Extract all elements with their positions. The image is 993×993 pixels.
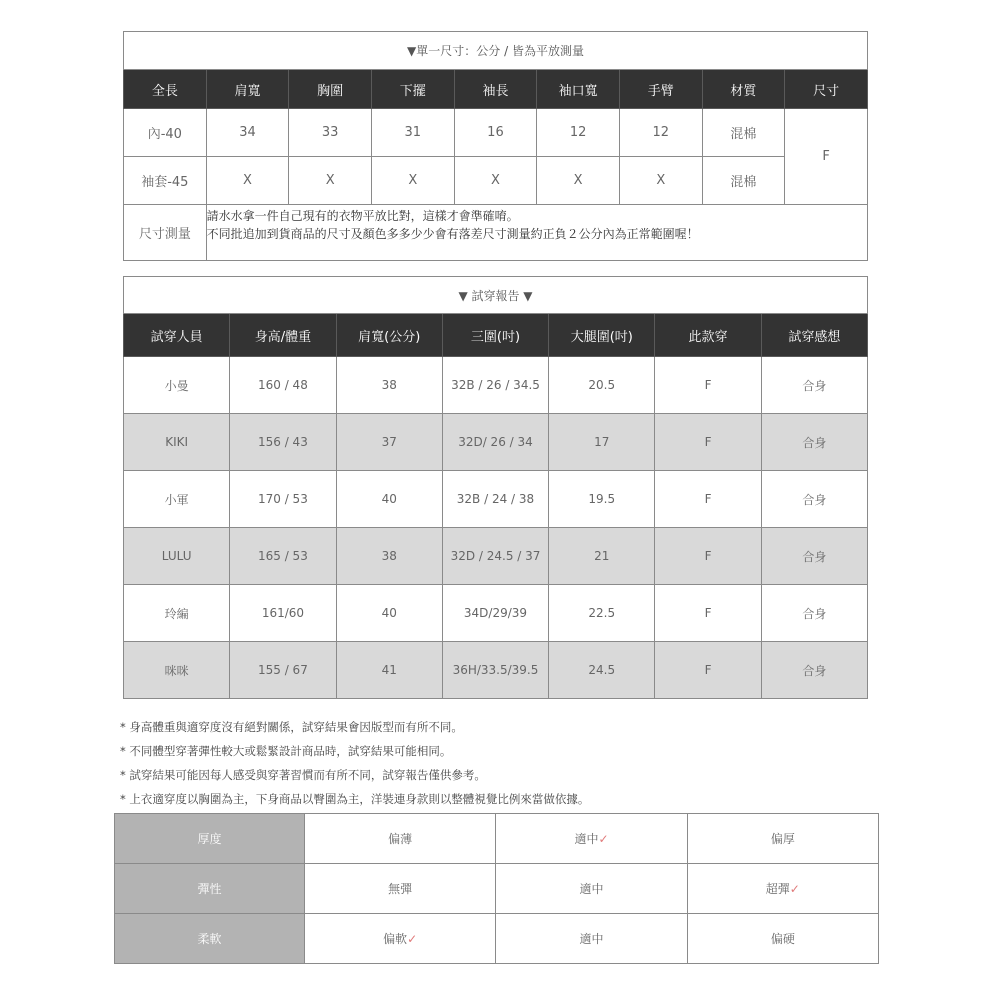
measurements: 32B / 26 / 34.5 — [442, 357, 548, 414]
header-cell: 手臂 — [619, 70, 702, 109]
fit-comment: 合身 — [761, 414, 867, 471]
shoulder-width: 41 — [336, 642, 442, 699]
header-cell: 試穿感想 — [761, 314, 867, 357]
size-row — [124, 109, 868, 157]
row-label: 袖套-45 — [124, 157, 207, 205]
measurement-note-label: 尺寸測量 — [124, 205, 207, 261]
height-weight: 170 / 53 — [230, 471, 336, 528]
size-table — [123, 31, 868, 261]
thigh: 19.5 — [549, 471, 655, 528]
size-worn: F — [655, 528, 761, 585]
option-label: 適中 — [579, 932, 604, 946]
fit-comment: 合身 — [761, 528, 867, 585]
header-cell: 肩寬 — [206, 70, 289, 109]
row-label: 內-40 — [124, 109, 207, 157]
thigh: 24.5 — [549, 642, 655, 699]
option-label: 偏薄 — [388, 832, 413, 846]
measurement-note-line: 不同批追加到貨商品的尺寸及顏色多多少少會有落差尺寸測量約正負２公分內為正常範圍喔！ — [206, 227, 699, 241]
fit-comment: 合身 — [761, 471, 867, 528]
texture-option — [305, 914, 496, 964]
shoulder-width: 40 — [336, 471, 442, 528]
header-cell: 袖長 — [454, 70, 537, 109]
height-weight: 165 / 53 — [230, 528, 336, 585]
shoulder-width: 38 — [336, 528, 442, 585]
header-cell: 試穿人員 — [124, 314, 230, 357]
size-table-header — [124, 70, 868, 109]
thigh: 21 — [549, 528, 655, 585]
model-name: 小曼 — [124, 357, 230, 414]
fitting-notes — [120, 715, 880, 811]
option-label: 無彈 — [388, 882, 413, 896]
fitting-report-caption: ▼ 試穿報告 ▼ — [124, 277, 868, 314]
note-item: * 上衣適穿度以胸圍為主，下身商品以臀圍為主，洋裝連身款則以整體視覺比例來當做依據。 — [120, 792, 590, 806]
texture-attr: 柔軟 — [115, 914, 305, 964]
model-name: 玲編 — [124, 585, 230, 642]
fit-comment: 合身 — [761, 642, 867, 699]
size-cell: X — [371, 157, 454, 205]
check-mark-icon: ✓ — [789, 882, 800, 896]
check-mark-icon: ✓ — [407, 932, 418, 946]
texture-option — [496, 864, 687, 914]
fitting-report-header — [124, 314, 868, 357]
measurement-note — [206, 205, 867, 261]
size-cell: X — [537, 157, 620, 205]
measurements: 36H/33.5/39.5 — [442, 642, 548, 699]
texture-option — [687, 914, 878, 964]
measurements: 32B / 24 / 38 — [442, 471, 548, 528]
size-table-caption: ▼單一尺寸：公分 / 皆為平放測量 — [124, 32, 868, 70]
header-cell: 下擺 — [371, 70, 454, 109]
size-worn: F — [655, 585, 761, 642]
texture-option — [496, 814, 687, 864]
size-worn: F — [655, 414, 761, 471]
fitting-row — [124, 585, 868, 642]
header-cell: 此款穿 — [655, 314, 761, 357]
option-label: 適中 — [579, 882, 604, 896]
texture-option — [496, 914, 687, 964]
size-cell: 31 — [371, 109, 454, 157]
measurements: 32D/ 26 / 34 — [442, 414, 548, 471]
measurement-note-line: 請水水拿一件自己現有的衣物平放比對，這樣才會準確唷。 — [206, 209, 519, 223]
size-cell: X — [206, 157, 289, 205]
size-cell: X — [454, 157, 537, 205]
height-weight: 156 / 43 — [230, 414, 336, 471]
note-item: * 身高體重與適穿度沒有絕對關係，試穿結果會因版型而有所不同。 — [120, 720, 463, 734]
header-cell: 袖口寬 — [537, 70, 620, 109]
measurements: 32D / 24.5 / 37 — [442, 528, 548, 585]
model-name: LULU — [124, 528, 230, 585]
size-value-cell: F — [785, 109, 868, 205]
texture-option — [687, 864, 878, 914]
header-cell: 大腿圍(吋) — [549, 314, 655, 357]
check-mark-icon: ✓ — [598, 832, 609, 846]
size-worn: F — [655, 642, 761, 699]
note-item: * 不同體型穿著彈性較大或鬆緊設計商品時，試穿結果可能相同。 — [120, 744, 452, 758]
size-worn: F — [655, 471, 761, 528]
size-cell: 16 — [454, 109, 537, 157]
texture-row — [115, 814, 879, 864]
model-name: KIKI — [124, 414, 230, 471]
header-cell: 身高/體重 — [230, 314, 336, 357]
size-row — [124, 157, 868, 205]
texture-attr: 厚度 — [115, 814, 305, 864]
thigh: 22.5 — [549, 585, 655, 642]
material-cell: 混棉 — [702, 157, 785, 205]
material-cell: 混棉 — [702, 109, 785, 157]
size-cell: 33 — [289, 109, 372, 157]
size-cell: X — [619, 157, 702, 205]
texture-row — [115, 864, 879, 914]
size-worn: F — [655, 357, 761, 414]
fitting-row — [124, 471, 868, 528]
texture-option — [305, 814, 496, 864]
shoulder-width: 37 — [336, 414, 442, 471]
header-cell: 尺寸 — [785, 70, 868, 109]
size-cell: 12 — [537, 109, 620, 157]
measurements: 34D/29/39 — [442, 585, 548, 642]
header-cell: 全長 — [124, 70, 207, 109]
fitting-report-table — [123, 276, 868, 699]
height-weight: 155 / 67 — [230, 642, 336, 699]
header-cell: 肩寬(公分) — [336, 314, 442, 357]
fitting-row — [124, 357, 868, 414]
height-weight: 161/60 — [230, 585, 336, 642]
model-name: 小軍 — [124, 471, 230, 528]
thigh: 17 — [549, 414, 655, 471]
thigh: 20.5 — [549, 357, 655, 414]
header-cell: 材質 — [702, 70, 785, 109]
fit-comment: 合身 — [761, 585, 867, 642]
texture-option — [687, 814, 878, 864]
note-item: * 試穿結果可能因每人感受與穿著習慣而有所不同，試穿報告僅供參考。 — [120, 768, 486, 782]
option-label: 偏軟 — [383, 932, 408, 946]
shoulder-width: 40 — [336, 585, 442, 642]
model-name: 咪咪 — [124, 642, 230, 699]
texture-row — [115, 914, 879, 964]
header-cell: 三圍(吋) — [442, 314, 548, 357]
texture-table — [114, 813, 879, 964]
fit-comment: 合身 — [761, 357, 867, 414]
measurement-note-row — [124, 205, 868, 261]
fitting-row — [124, 642, 868, 699]
size-cell: 12 — [619, 109, 702, 157]
size-cell: X — [289, 157, 372, 205]
texture-attr: 彈性 — [115, 864, 305, 914]
header-cell: 胸圍 — [289, 70, 372, 109]
fitting-row — [124, 414, 868, 471]
option-label: 偏厚 — [770, 832, 795, 846]
size-cell: 34 — [206, 109, 289, 157]
option-label: 適中 — [574, 832, 599, 846]
texture-option — [305, 864, 496, 914]
shoulder-width: 38 — [336, 357, 442, 414]
option-label: 偏硬 — [770, 932, 795, 946]
height-weight: 160 / 48 — [230, 357, 336, 414]
option-label: 超彈 — [765, 882, 790, 896]
fitting-row — [124, 528, 868, 585]
